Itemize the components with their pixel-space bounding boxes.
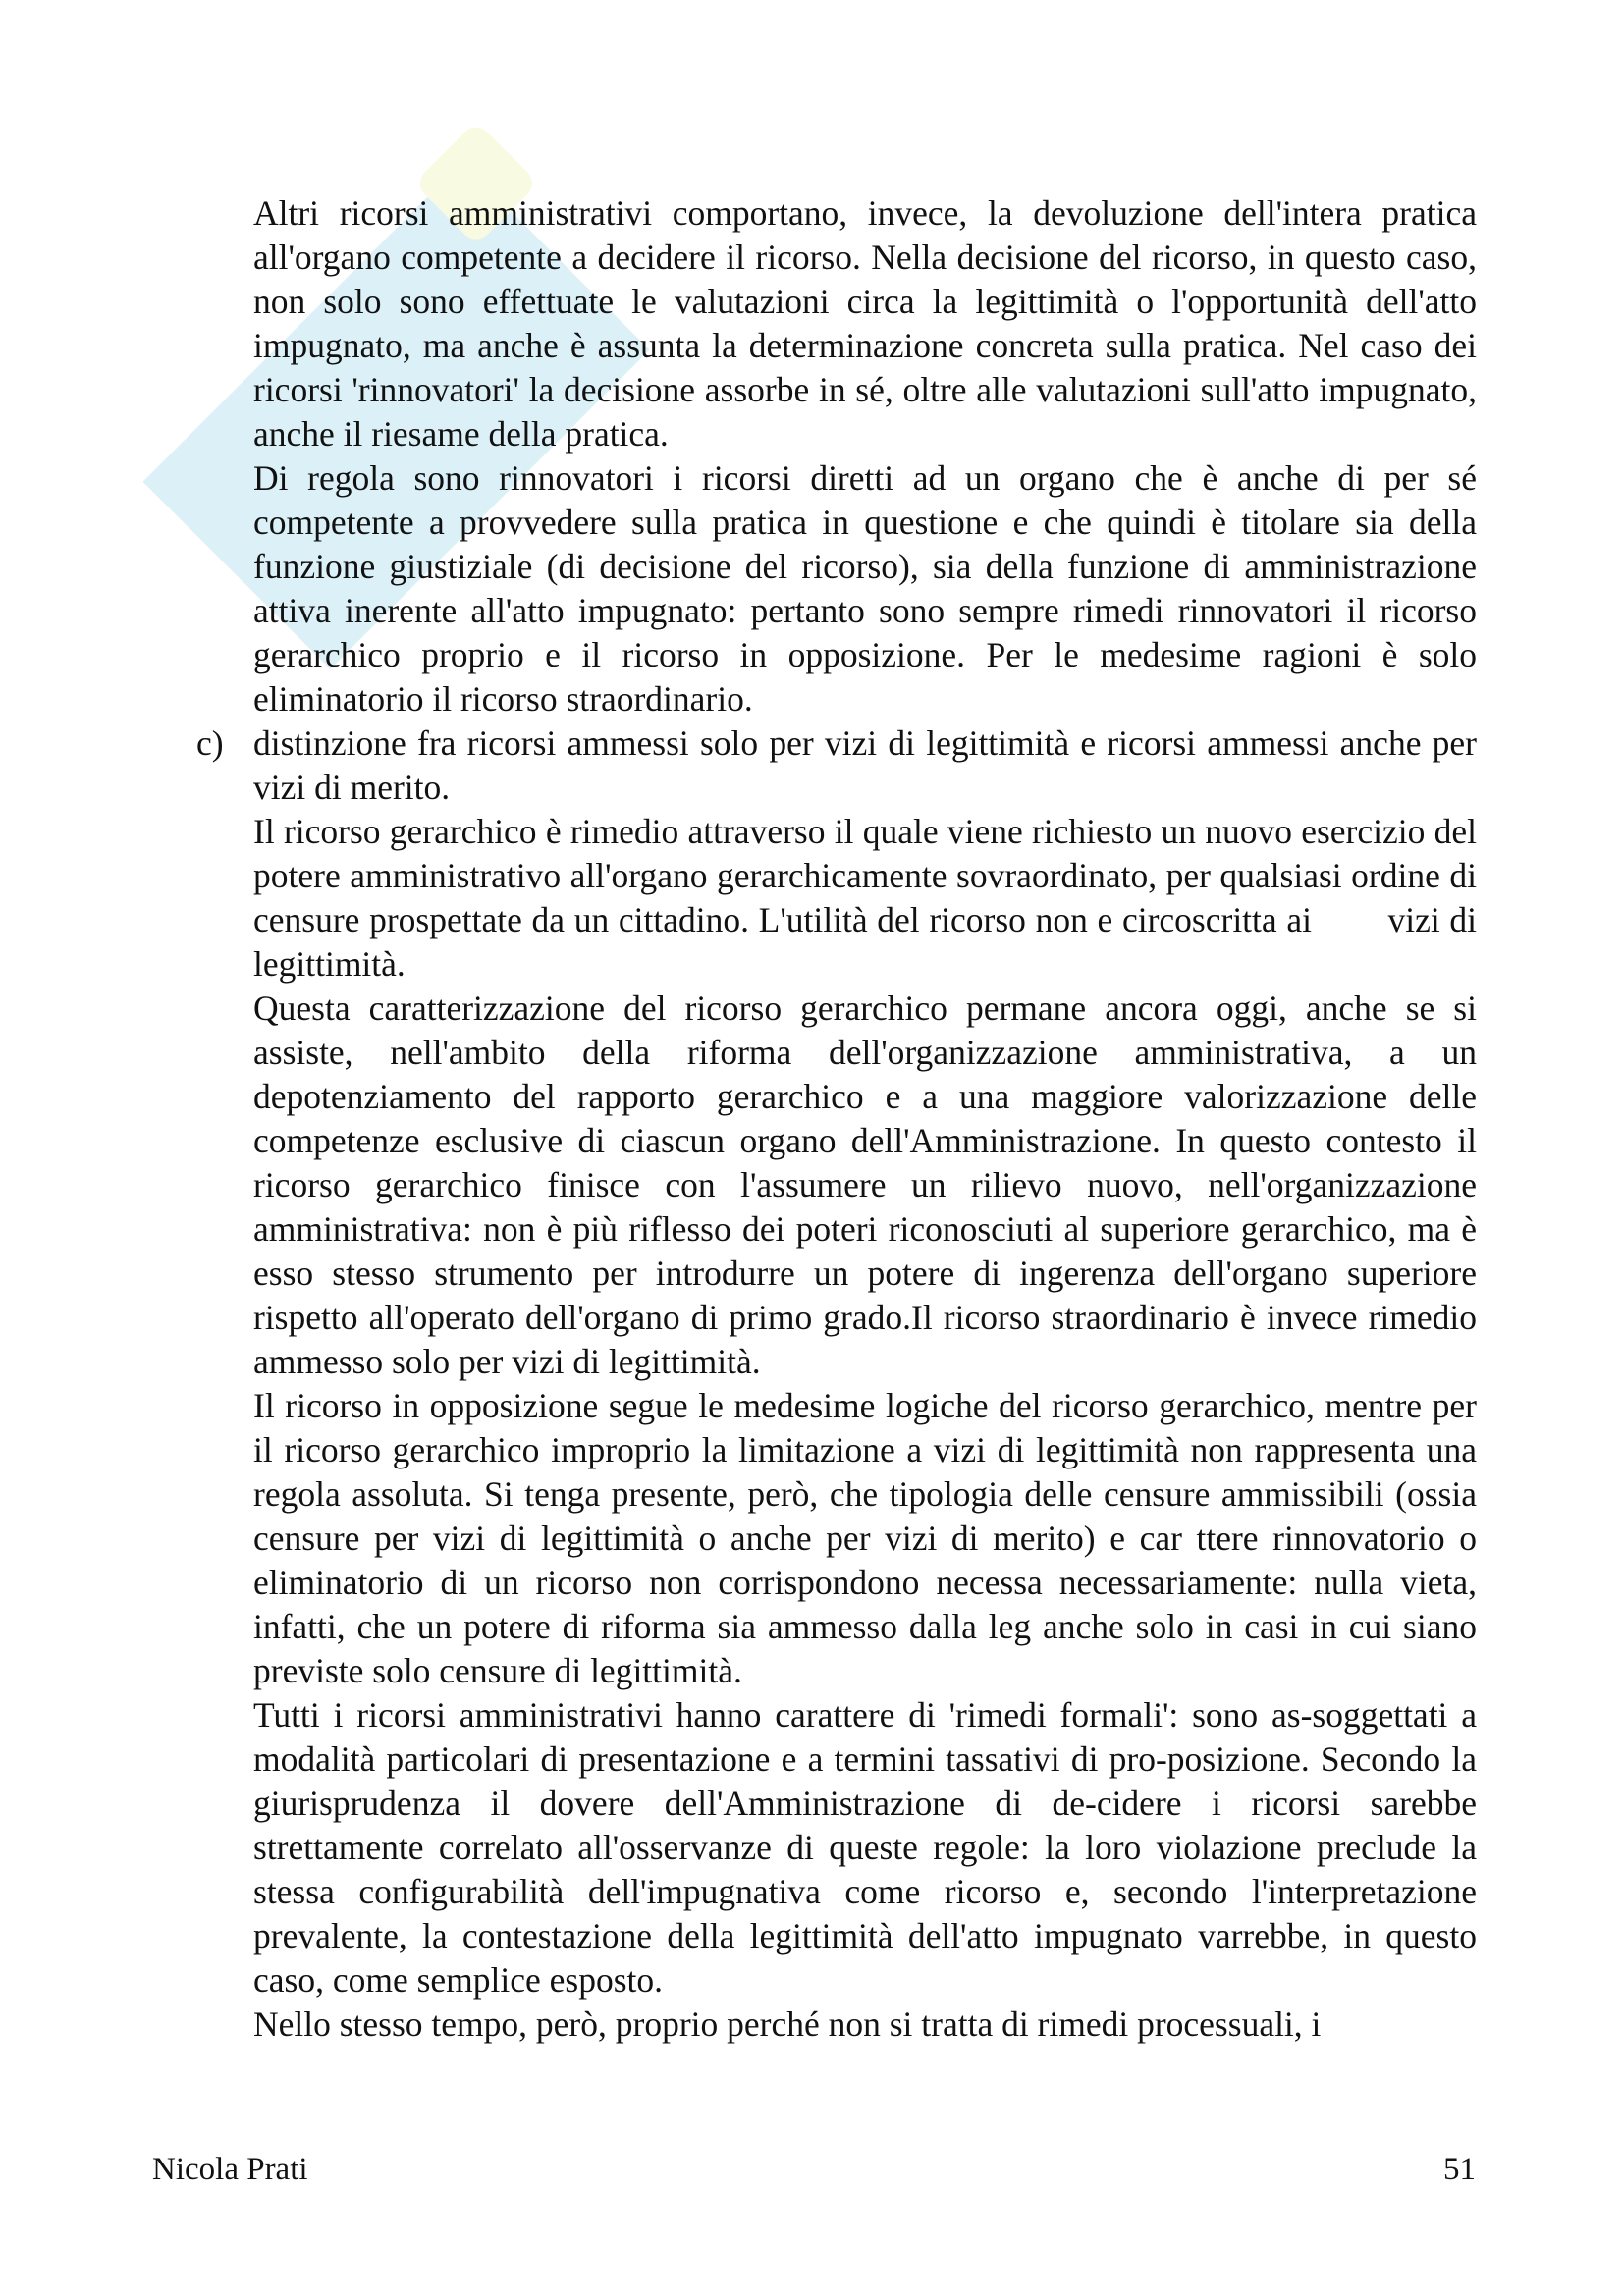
- list-item-c: [196, 721, 1477, 810]
- paragraph-ricorsi-rinnovatori: Di regola sono rinnovatori i ricorsi diretti ad un organo che è anche di per sé competente a provvedere sulla pratica in questione e che quindi è titolare sia della funzione giustiziale (di decisione del ricorso), sia della funzione di amministrazione attiva inerente all'atto impugnato: pertanto sono sempre rimedi rinnovatori il ricorso gerarchico proprio e il ricorso in opposizione. Per le medesime ragioni è solo eliminatorio il ricorso straordinario.: [253, 458, 1477, 719]
- paragraph-distinzione: distinzione fra ricorsi ammessi solo per vizi di legittimità e ricorsi ammessi anche per vizi di merito.: [253, 723, 1477, 807]
- paragraph-rimedi-formali: Tutti i ricorsi amministrativi hanno carattere di 'rimedi formali': sono as-soggettati a modalità particolari di presentazione e a termini tassativi di pro-posizione. Secondo la giurisprudenza il dovere dell'Amministrazione di de-cidere i ricorsi sarebbe strettamente correlato all'osservanze di queste regole: la loro violazione preclude la stessa configurabilità dell'impugnativa come ricorso e, secondo l'interpretazione prevalente, la contestazione della legittimità dell'atto impugnato varrebbe, in questo caso, come semplice esposto.: [253, 1695, 1477, 2000]
- paragraph-ricorso-opposizione: Il ricorso in opposizione segue le medesime logiche del ricorso gerarchico, mentre per il ricorso gerarchico improprio la limitazione a vizi di legittimità non rappresenta una regola assoluta. Si tenga presente, però, che tipologia delle censure ammissibili (ossia censure per vizi di legittimità o anche per vizi di merito) e car ttere rinnovatorio o eliminatorio di un ricorso non corrispondono necessa necessariamente: nulla vieta, infatti, che un potere di riforma sia ammesso dalla leg anche solo in casi in cui siano previste solo censure di legittimità.: [253, 1386, 1477, 1690]
- paragraph-ricorsi-devoluzione: Altri ricorsi amministrativi comportano, invece, la devoluzione dell'intera pratica all'organo competente a decidere il ricorso. Nella decisione del ricorso, in questo caso, non solo sono effettuate le valutazioni circa la legittimità o l'opportunità dell'atto impugnato, ma anche è assunta la determinazione concreta sulla pratica. Nel caso dei ricorsi 'rinnovatori' la decisione assorbe in sé, oltre alle valutazioni sull'atto impugnato, anche il riesame della pratica.: [253, 193, 1477, 454]
- paragraph-rimedi-processuali: Nello stesso tempo, però, proprio perché non si tratta di rimedi processuali, i: [253, 2004, 1322, 2044]
- footer-author: Nicola Prati: [152, 2152, 308, 2187]
- list-marker: c): [196, 723, 224, 763]
- paragraph-caratterizzazione: Questa caratterizzazione del ricorso gerarchico permane ancora oggi, anche se si assiste, nell'ambito della riforma dell'organizzazione amministrativa, a un depotenziamento del rapporto gerarchico e a una maggiore valorizzazione delle competenze esclusive di ciascun organo dell'Amministrazione. In questo contesto il ricorso gerarchico finisce con l'assumere un rilievo nuovo, nell'organizzazione amministrativa: non è più riflesso dei poteri riconosciuti al superiore gerarchico, ma è esso stesso strumento per introdurre un potere di ingerenza dell'organo superiore rispetto all'operato dell'organo di primo grado.Il ricorso straordinario è invece rimedio ammesso solo per vizi di legittimità.: [253, 988, 1477, 1381]
- document-body: [196, 191, 1486, 2047]
- page-number: 51: [1443, 2152, 1476, 2187]
- paragraph-ricorso-gerarchico: Il ricorso gerarchico è rimedio attraverso il quale viene richiesto un nuovo esercizio del potere amministrativo all'organo gerarchicamente sovraordinato, per qualsiasi ordine di censure prospettate da un cittadino. L'utilità del ricorso non e circoscritta ai vizi di legittimità.: [253, 812, 1486, 984]
